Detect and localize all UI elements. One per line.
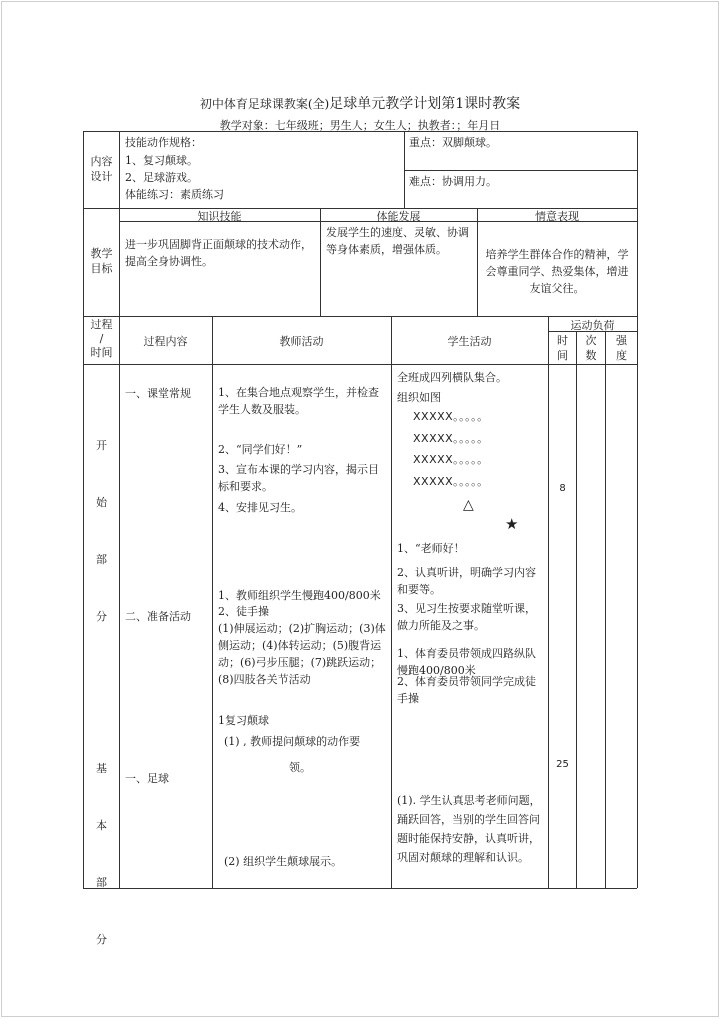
teacher-calisthenics: 2、徒手操 xyxy=(218,605,269,618)
process-time-header: 过程 / 时间 xyxy=(90,318,113,359)
start-minutes: 8 xyxy=(559,483,566,494)
basic-minutes: 25 xyxy=(556,759,569,770)
content-design-label: 内容 设计 xyxy=(90,155,113,183)
formation-row: XXXXX。。。。。 xyxy=(413,475,489,488)
title-prefix: 初中体育足球课教案(全) xyxy=(199,97,330,111)
teacher-question: (1) , 教师提问颠球的动作要 xyxy=(224,735,361,748)
exercise-load-header: 运动负荷 xyxy=(570,319,615,332)
time-header: 时 间 xyxy=(557,334,568,362)
teacher-review: 1复习颠球 xyxy=(218,714,269,727)
class-routine: 一、课堂常规 xyxy=(125,387,191,400)
title-main: 足球单元教学计划第1课时教案 xyxy=(329,96,521,112)
teacher-position-triangle-icon: △ xyxy=(463,497,474,513)
student-formation-label: 组织如图 xyxy=(397,391,441,404)
student-observer: 3、见习生按要求随堂听课，做力所能及之事。 xyxy=(397,602,536,632)
difficulty: 难点：协调用力。 xyxy=(409,175,497,188)
teacher-activity-header: 教师活动 xyxy=(279,335,324,348)
lesson-info: 教学对象：七年级班；男生人；女生人；执教者：；年月日 xyxy=(219,119,501,132)
teacher-jog: 1、教师组织学生慢跑400/800米 xyxy=(218,589,381,602)
student-greeting: 1、“老师好！ xyxy=(397,542,465,555)
star-icon: ★ xyxy=(505,515,519,533)
teacher-question-end: 领。 xyxy=(289,761,311,774)
affective-text: 培养学生群体合作的精神，学会尊重同学、热爱集体，增进友谊父往。 xyxy=(485,248,629,295)
basic-section-label: 基 本 部 分 xyxy=(96,762,107,946)
knowledge-skills-text: 进一步巩固脚背正面颠球的技术动作，提高全身协调性。 xyxy=(125,238,312,268)
skills-heading: 技能动作规格： xyxy=(125,136,202,149)
content-item-3: 体能练习：素质练习 xyxy=(125,188,224,201)
student-think: (1). 学生认真思考老师问题，踊跃回答，当别的学生回答问题时能保持安静，认真听讲，巩固对颠球的理解和认识。 xyxy=(397,794,541,864)
formation-row: XXXXX。。。。。 xyxy=(413,410,489,423)
student-listen: 2、认真听讲，明确学习内容和要等。 xyxy=(397,566,536,596)
student-calisthenics: 2、体育委员带领同学完成徒手操 xyxy=(397,675,536,705)
teacher-calisthenics-detail: (1)伸展运动；(2)扩胸运动；(3)体侧运动；(4)体转运动；(5)腹背运动；(6)弓步压腿；(7)跳跃运动；(8)四肢各关节活动 xyxy=(218,622,386,686)
page-title xyxy=(0,93,720,113)
physical-development-header: 体能发展 xyxy=(376,210,421,223)
process-content-header: 过程内容 xyxy=(143,335,188,348)
intensity-header: 强 度 xyxy=(616,334,627,362)
count-header: 次 数 xyxy=(585,334,597,362)
formation-row: XXXXX。。。。。 xyxy=(413,432,489,445)
teacher-step-4: 4、安排见习生。 xyxy=(218,501,302,514)
content-item-1: 1、复习颠球。 xyxy=(125,154,198,167)
start-section-label: 开 始 部 分 xyxy=(96,439,107,623)
teacher-step-3: 3、宣布本课的学习内容，揭示目标和要求。 xyxy=(218,463,379,493)
teacher-step-1: 1、在集合地点观察学生，并检查学生人数及服装。 xyxy=(218,386,379,416)
student-activity-header: 学生活动 xyxy=(447,335,492,348)
student-assemble: 全班成四列横队集合。 xyxy=(397,371,507,384)
warm-up: 二、准备活动 xyxy=(125,610,191,623)
key-point: 重点：双脚颠球。 xyxy=(409,136,497,149)
affective-header: 情意表现 xyxy=(535,210,579,223)
teacher-step-2: 2、“同学们好！” xyxy=(218,443,303,456)
goals-label: 教学 目标 xyxy=(90,247,113,275)
football-content: 一、足球 xyxy=(125,772,169,785)
formation-row: XXXXX。。。。。 xyxy=(413,453,489,466)
knowledge-skills-header: 知识技能 xyxy=(197,210,242,223)
student-jog: 1、体育委员带领成四路纵队慢跑400/800米 xyxy=(397,647,536,677)
content-item-2: 2、足球游戏。 xyxy=(125,171,198,184)
physical-development-text: 发展学生的速度、灵敏、协调等身体素质，增强体质。 xyxy=(326,226,469,256)
teacher-demo: (2) 组织学生颠球展示。 xyxy=(224,855,343,868)
